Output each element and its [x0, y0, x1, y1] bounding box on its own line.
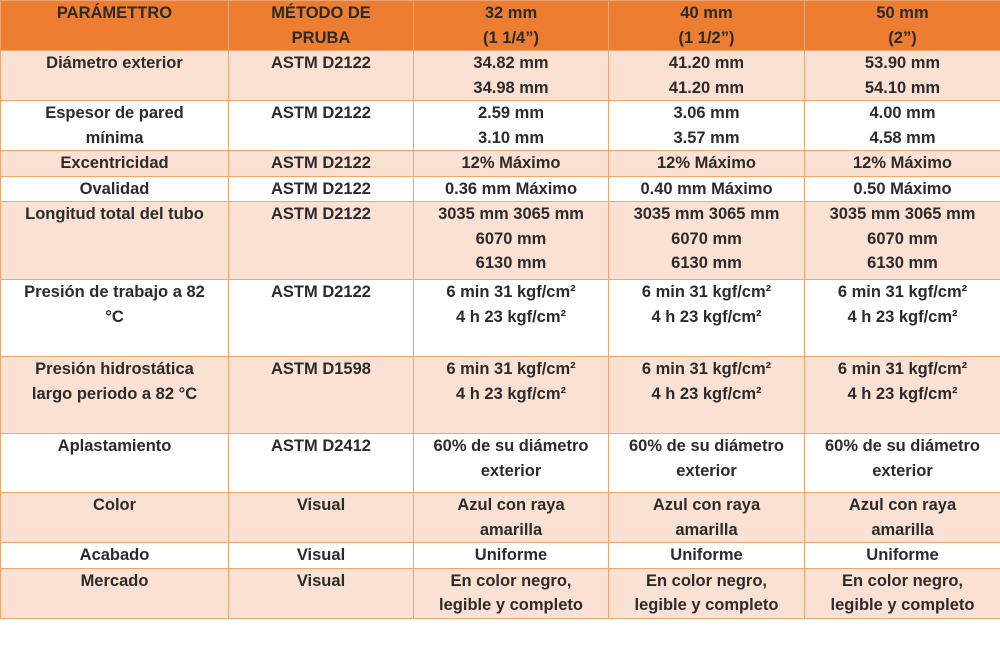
header-40mm: 40 mm (1 1/2”)	[609, 1, 805, 51]
header-param: PARÁMETTRO	[1, 1, 229, 51]
cell-text: Espesor de pared	[45, 104, 184, 122]
cell-text: 6 min 31 kgf/cm²	[641, 283, 772, 301]
cell-param	[1, 568, 229, 618]
table-row	[1, 493, 1000, 543]
cell-text: 4.00 mm	[869, 104, 936, 122]
cell-method	[229, 357, 414, 434]
cell-c50	[805, 493, 1000, 543]
cell-param	[1, 202, 229, 280]
cell-c32	[414, 357, 609, 434]
cell-text: Uniforme	[670, 546, 743, 564]
cell-text: 3.06 mm	[673, 104, 740, 122]
cell-c32	[414, 493, 609, 543]
cell-text: 12% Máximo	[461, 154, 561, 172]
cell-text: Visual	[296, 546, 346, 564]
cell-c40	[609, 568, 805, 618]
cell-c32	[414, 280, 609, 357]
cell-c40	[609, 51, 805, 101]
cell-param	[1, 543, 229, 569]
cell-text: amarilla	[675, 520, 738, 539]
cell-text: ASTM D2122	[271, 205, 371, 223]
cell-method	[229, 280, 414, 357]
cell-text: Presión de trabajo a 82	[24, 283, 205, 301]
cell-text: En color negro,	[645, 571, 767, 590]
cell-c32	[414, 202, 609, 280]
cell-c40	[609, 493, 805, 543]
table-row	[1, 568, 1000, 618]
cell-text: 6070 mm	[475, 229, 547, 248]
cell-text: 4 h 23 kgf/cm²	[455, 384, 567, 403]
cell-text: 3035 mm 3065 mm	[438, 205, 584, 223]
cell-text: ASTM D2122	[271, 54, 371, 72]
cell-text: ASTM D2412	[271, 437, 371, 455]
cell-text: 60% de su diámetro	[825, 437, 980, 455]
cell-text: Uniforme	[866, 546, 939, 564]
cell-text: 4 h 23 kgf/cm²	[651, 384, 762, 403]
cell-c32	[414, 51, 609, 101]
cell-method	[229, 568, 414, 618]
cell-method	[229, 176, 414, 202]
cell-c32	[414, 101, 609, 151]
cell-text: 6 min 31 kgf/cm²	[837, 283, 968, 301]
cell-c40	[609, 280, 805, 357]
cell-param	[1, 51, 229, 101]
cell-c40	[609, 101, 805, 151]
cell-c50	[805, 280, 1000, 357]
cell-text: Uniforme	[474, 546, 548, 564]
cell-text: ASTM D2122	[271, 283, 371, 301]
cell-method	[229, 51, 414, 101]
cell-c50	[805, 151, 1000, 177]
cell-text: Longitud total del tubo	[25, 205, 204, 223]
cell-text: legible y completo	[830, 596, 975, 614]
cell-text: exterior	[480, 461, 542, 480]
cell-text: Azul con raya	[457, 496, 565, 514]
cell-text: 12% Máximo	[852, 154, 953, 172]
cell-text: legible y completo	[634, 596, 779, 614]
cell-text: 3.10 mm	[477, 128, 545, 147]
cell-c50	[805, 434, 1000, 493]
cell-c50	[805, 543, 1000, 569]
cell-c32	[414, 543, 609, 569]
cell-c50	[805, 202, 1000, 280]
cell-param	[1, 357, 229, 434]
cell-text: amarilla	[479, 520, 543, 539]
cell-c50	[805, 101, 1000, 151]
cell-text: largo periodo a 82 °C	[31, 384, 198, 403]
cell-text: ASTM D2122	[271, 179, 371, 198]
cell-text: Presión hidrostática	[35, 360, 194, 378]
cell-text: 34.82 mm	[473, 54, 549, 72]
cell-text: 0.50 Máximo	[853, 179, 952, 198]
cell-param	[1, 176, 229, 202]
cell-text: 2.59 mm	[477, 104, 545, 122]
cell-text: En color negro,	[450, 571, 572, 590]
cell-c32	[414, 434, 609, 493]
cell-text: 3035 mm 3065 mm	[633, 205, 780, 223]
cell-method	[229, 101, 414, 151]
cell-text: 53.90 mm	[864, 54, 941, 72]
cell-text: 3.57 mm	[673, 128, 740, 147]
cell-text: 60% de su diámetro	[433, 437, 589, 455]
cell-method	[229, 543, 414, 569]
cell-c32	[414, 568, 609, 618]
cell-c32	[414, 151, 609, 177]
cell-text: 6 min 31 kgf/cm²	[446, 283, 576, 301]
cell-text: Visual	[296, 571, 346, 590]
cell-text: ASTM D2122	[271, 154, 371, 172]
cell-c40	[609, 176, 805, 202]
cell-param	[1, 493, 229, 543]
cell-text: 6 min 31 kgf/cm²	[837, 360, 968, 378]
cell-method	[229, 151, 414, 177]
cell-text: 6070 mm	[671, 229, 742, 248]
cell-text: Ovalidad	[79, 179, 150, 198]
cell-text: 54.10 mm	[864, 78, 941, 97]
cell-text: Excentricidad	[60, 154, 169, 172]
table-row	[1, 176, 1000, 202]
cell-text: exterior	[676, 461, 737, 480]
cell-c50	[805, 176, 1000, 202]
cell-text: 3035 mm 3065 mm	[829, 205, 976, 223]
cell-text: exterior	[872, 461, 933, 480]
table-row	[1, 543, 1000, 569]
cell-text: 4 h 23 kgf/cm²	[455, 307, 567, 326]
cell-text: 4.58 mm	[869, 128, 936, 147]
cell-text: ASTM D1598	[271, 360, 371, 378]
cell-text: 6 min 31 kgf/cm²	[641, 360, 772, 378]
cell-method	[229, 434, 414, 493]
cell-text: 41.20 mm	[668, 78, 745, 97]
cell-text: Visual	[296, 496, 346, 514]
cell-text: °C	[105, 307, 124, 326]
cell-text: 6 min 31 kgf/cm²	[446, 360, 576, 378]
cell-text: Diámetro exterior	[46, 54, 183, 72]
cell-c50	[805, 568, 1000, 618]
cell-text: Aplastamiento	[57, 437, 172, 455]
cell-text: 4 h 23 kgf/cm²	[847, 384, 958, 403]
cell-param	[1, 101, 229, 151]
cell-text: amarilla	[871, 520, 934, 539]
table-row	[1, 101, 1000, 151]
cell-text: 0.36 mm Máximo	[444, 179, 578, 198]
cell-text: Azul con raya	[848, 496, 957, 514]
cell-text: 60% de su diámetro	[629, 437, 784, 455]
cell-text: 4 h 23 kgf/cm²	[651, 307, 762, 326]
cell-text: 4 h 23 kgf/cm²	[847, 307, 958, 326]
table-body	[1, 51, 1000, 619]
cell-method	[229, 493, 414, 543]
header-50mm: 50 mm (2”)	[805, 1, 1000, 51]
cell-c50	[805, 51, 1000, 101]
cell-c32	[414, 176, 609, 202]
cell-c50	[805, 357, 1000, 434]
header-32mm: 32 mm (1 1/4”)	[414, 1, 609, 51]
cell-text: 12% Máximo	[656, 154, 757, 172]
table-row	[1, 357, 1000, 434]
header-method: MÉTODO DE PRUBA	[229, 1, 414, 51]
cell-c40	[609, 357, 805, 434]
cell-param	[1, 151, 229, 177]
table-row	[1, 51, 1000, 101]
table-row	[1, 202, 1000, 280]
cell-text: 6130 mm	[475, 254, 547, 272]
cell-text: 6070 mm	[867, 229, 938, 248]
cell-text: 34.98 mm	[473, 78, 549, 97]
cell-c40	[609, 434, 805, 493]
cell-method	[229, 202, 414, 280]
cell-text: Acabado	[79, 546, 150, 564]
cell-text: 0.40 mm Máximo	[640, 179, 773, 198]
cell-param	[1, 280, 229, 357]
cell-text: En color negro,	[841, 571, 963, 590]
cell-param	[1, 434, 229, 493]
table-row	[1, 151, 1000, 177]
header-row	[1, 1, 1000, 51]
cell-c40	[609, 202, 805, 280]
cell-text: Color	[92, 496, 137, 514]
cell-text: Azul con raya	[652, 496, 761, 514]
cell-text: Mercado	[80, 571, 149, 590]
cell-text: 6130 mm	[671, 254, 742, 272]
cell-text: 41.20 mm	[668, 54, 745, 72]
cell-text: legible y completo	[439, 596, 583, 614]
table-row	[1, 434, 1000, 493]
cell-text: ASTM D2122	[271, 104, 371, 122]
cell-text: 6130 mm	[867, 254, 938, 272]
table-row	[1, 280, 1000, 357]
cell-text: mínima	[85, 128, 144, 147]
cell-c40	[609, 151, 805, 177]
cell-c40	[609, 543, 805, 569]
